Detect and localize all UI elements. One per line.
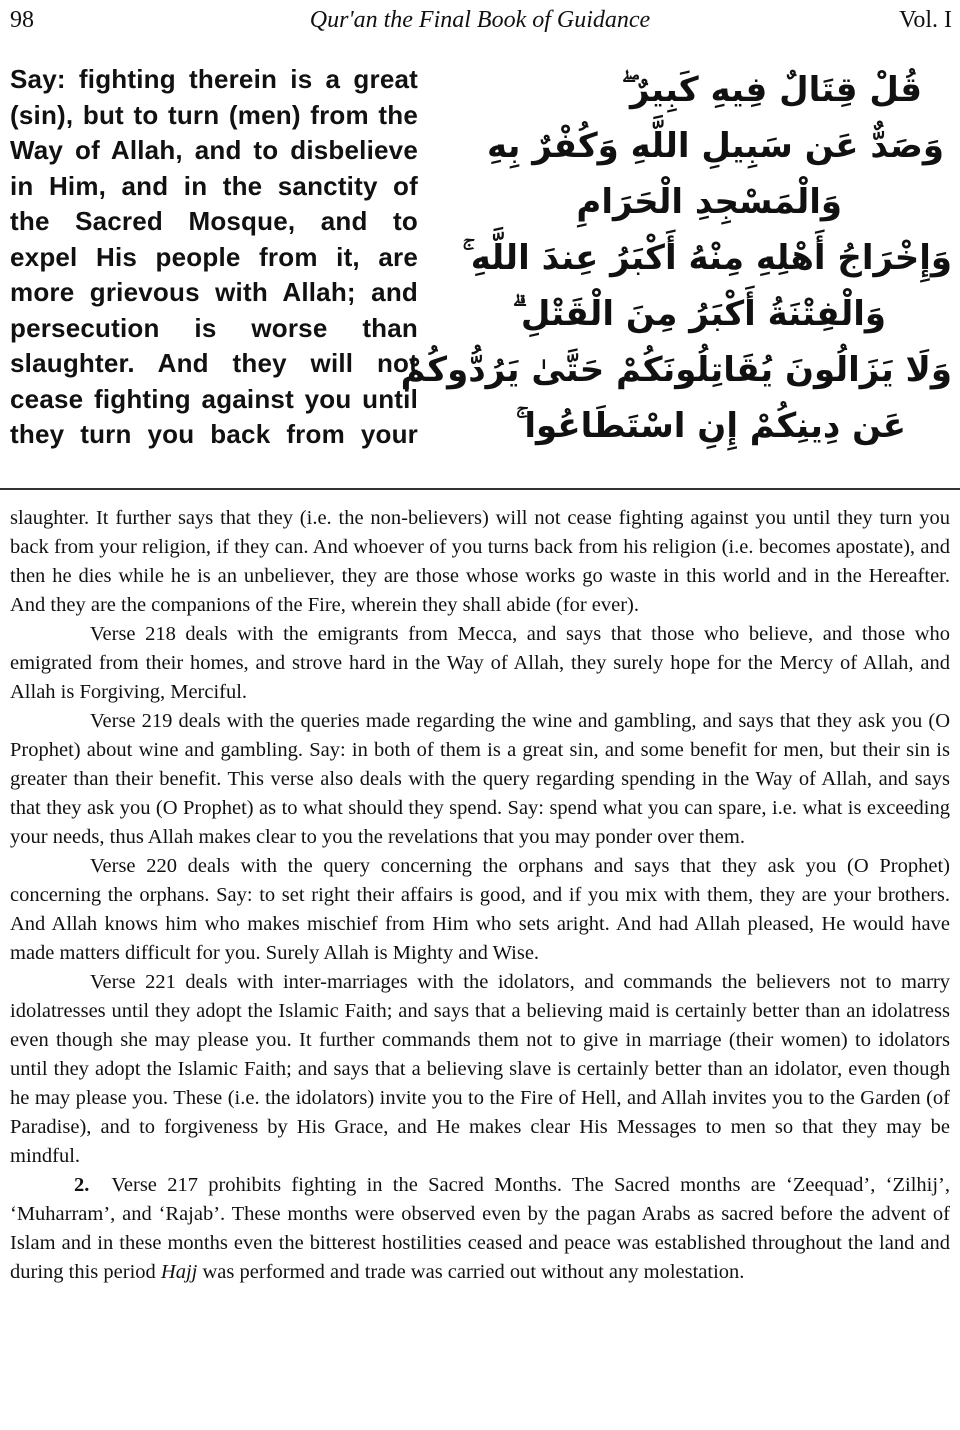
translation-line: persecution is worse than <box>10 312 418 343</box>
note-text: Verse 217 prohibits fighting in the Sacred Months. The Sacred months are ‘Zeequad’, ‘Zilhij’, ‘Muharram’, and ‘Rajab’. These months were observed even by the pagan Arabs as sacred before the advent of Islam and in these months even the bitterest hostilities ceased and peace was established throughout the land and during this period <box>10 1174 950 1283</box>
verse-block <box>0 62 960 482</box>
translation-line: cease fighting against you until <box>10 383 418 414</box>
translation-line: the Sacred Mosque, and to <box>10 206 418 236</box>
verse-translation <box>10 62 418 453</box>
commentary-paragraph: Verse 218 deals with the emigrants from Mecca, and says that those who believe, and those who emigrated from their homes, and strove hard in the Way of Allah, they surely hope for the Mercy of Allah, and Allah is Forgiving, Merciful. <box>10 623 950 703</box>
commentary-paragraph: slaughter. It further says that they (i.e. the non-believers) will not cease fighting against you until they turn you back from your religion, if they can. And whoever of you turns back from his religion (i.e. becomes apostate), and then he dies while he is an unbeliever, they are those whose works go waste in this world and in the Hereafter. And they are the companions of the Fire, wherein they shall abide (for ever). <box>10 507 950 616</box>
translation-line: Way of Allah, and to disbelieve <box>10 135 418 165</box>
translation-line: Say: fighting therein is a great <box>10 64 418 94</box>
volume-label: Vol. I <box>899 7 952 33</box>
commentary-paragraph: Verse 221 deals with inter-marriages with the idolators, and commands the believers not to marry idolatresses until they adopt the Islamic Faith; and says that a believing maid is certainly better than an idolatress even though she may please you. It further commands them not to give in marriage (their women) to idolators until they adopt the Islamic Faith; and says that a believing slave is certainly better than an idolator, even though he may please you. These (i.e. the idolators) invite you to the Fire of Hell, and Allah invites you to the Garden (of Paradise), and to forgiveness by His Grace, and He makes clear His Messages to men so that they may be mindful. <box>10 971 950 1167</box>
note-text: was performed and trade was carried out without any molestation. <box>202 1261 745 1283</box>
translation-line: expel His people from it, are <box>10 241 418 272</box>
page-header <box>0 0 960 40</box>
arabic-line: وَإِخْرَاجُ أَهْلِهِ مِنْهُ أَكْبَرُ عِندَ اللَّهِ ۚ <box>462 238 952 278</box>
translation-line: (sin), but to turn (men) from the <box>10 99 418 130</box>
translation-line: in Him, and in the sanctity of <box>10 170 418 201</box>
commentary-paragraph: Verse 220 deals with the query concerning the orphans and says that they ask you (O Prophet) concerning the orphans. Say: to set right their affairs is good, and if you mix with them, they are your brothers. And Allah knows him who makes mischief from Him who sets aright. And had Allah pleased, He would have made matters difficult for you. Surely Allah is Mighty and Wise. <box>10 855 950 964</box>
arabic-line: وَلَا يَزَالُونَ يُقَاتِلُونَكُمْ حَتَّىٰ يَرُدُّوكُمْ <box>400 350 952 390</box>
numbered-note <box>10 1171 950 1287</box>
note-italic-term: Hajj <box>160 1261 198 1283</box>
arabic-line: وَالْمَسْجِدِ الْحَرَامِ <box>576 182 842 222</box>
page-number: 98 <box>10 7 34 33</box>
translation-line: slaughter. And they will not <box>10 348 418 378</box>
commentary-body <box>10 504 950 1287</box>
commentary-paragraph: Verse 219 deals with the queries made regarding the wine and gambling, and says that they ask you (O Prophet) about wine and gambling. Say: in both of them is a great sin, and some benefit for men, but their sin is greater than their benefit. This verse also deals with the query regarding spending in the Way of Allah, and says that they ask you (O Prophet) as to what should they spend. Say: spend what you can spare, i.e. what is exceeding your needs, thus Allah makes clear to you the revelations that you may ponder over them. <box>10 710 950 848</box>
note-number: 2. <box>74 1174 90 1196</box>
arabic-line: قُلْ قِتَالٌ فِيهِ كَبِيرٌ ۖ <box>621 70 922 110</box>
running-title: Qur'an the Final Book of Guidance <box>309 7 651 33</box>
arabic-line: عَن دِينِكُمْ إِنِ اسْتَطَاعُوا ۚ <box>515 406 906 446</box>
arabic-verse <box>400 62 952 454</box>
translation-line: they turn you back from your <box>10 419 418 449</box>
arabic-line: وَالْفِتْنَةُ أَكْبَرُ مِنَ الْقَتْلِ ۗ <box>512 294 886 334</box>
section-divider <box>0 488 960 490</box>
translation-line: more grievous with Allah; and <box>10 277 418 307</box>
arabic-line: وَصَدٌّ عَن سَبِيلِ اللَّهِ وَكُفْرٌ بِهِ <box>486 126 944 166</box>
